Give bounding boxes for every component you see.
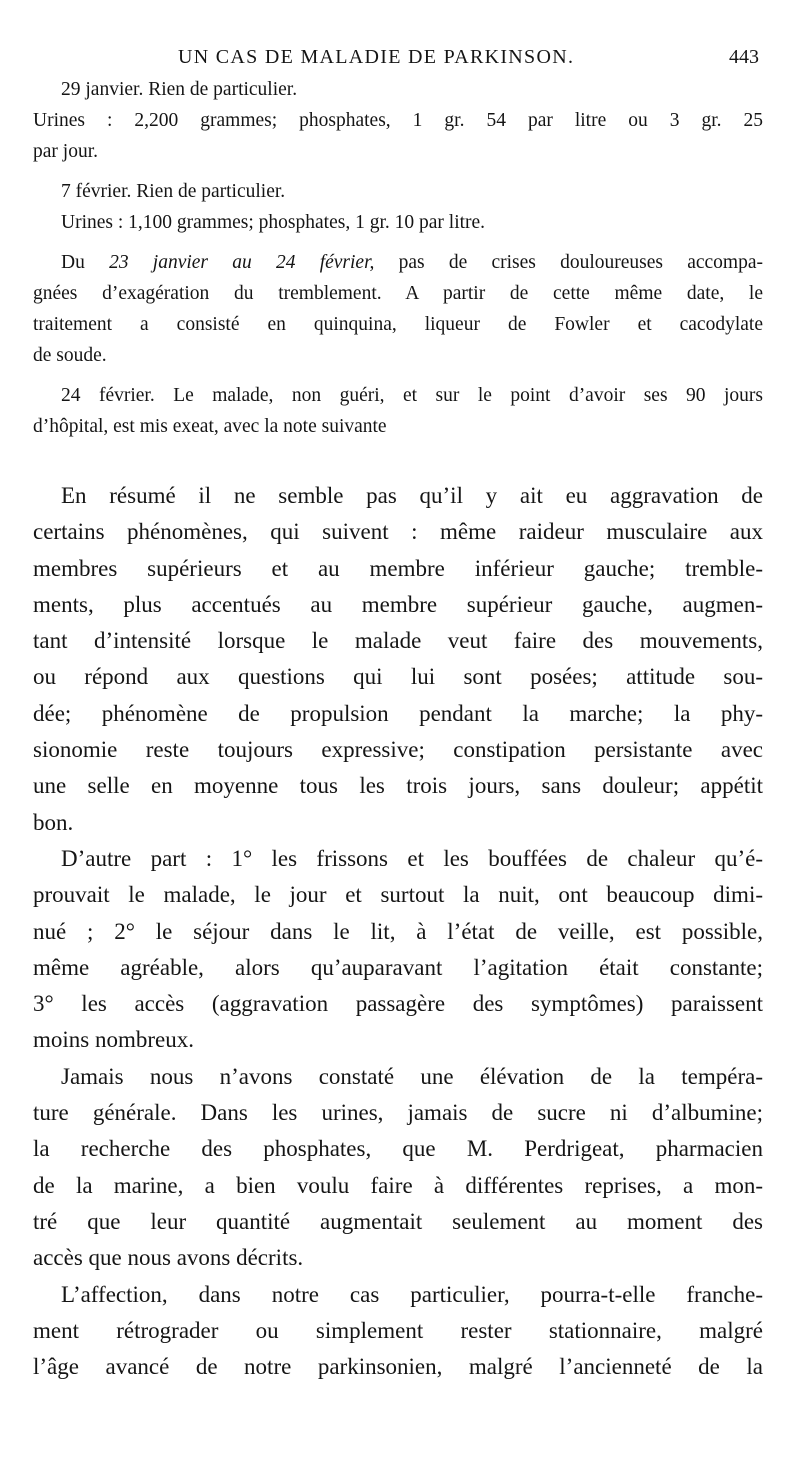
note-line: 3° les accès (aggravation passagère des symptômes) paraissent: [33, 991, 763, 1017]
note-line: sionomie reste toujours expressive; constipation persistante avec: [33, 737, 763, 763]
entry-line: Urines : 2,200 grammes; phosphates, 1 gr. 54 par litre ou 3 gr. 25: [33, 110, 763, 131]
note-line: membres supérieurs et au membre inférieur gauche; tremble-: [33, 555, 763, 581]
note-line: ment rétrograder ou simplement rester stationnaire, malgré: [33, 1317, 763, 1343]
note-line: la recherche des phosphates, que M. Perdrigeat, pharmacien: [33, 1136, 763, 1162]
entry-line: gnées d’exagération du tremblement. A partir de cette même date, le: [33, 283, 763, 304]
note-line: prouvait le malade, le jour et surtout la nuit, ont beaucoup dimi-: [33, 882, 763, 908]
note-line: de la marine, a bien voulu faire à différentes reprises, a mon-: [33, 1172, 763, 1198]
note-line: même agréable, alors qu’auparavant l’agitation était constante;: [33, 954, 763, 980]
note-line: nué ; 2° le séjour dans le lit, à l’état de veille, est possible,: [33, 918, 763, 944]
entry-line: d’hôpital, est mis exeat, avec la note suivante: [33, 416, 387, 437]
note-line: dée; phénomène de propulsion pendant la marche; la phy-: [33, 700, 763, 726]
entry-line: Urines : 1,100 grammes; phosphates, 1 gr. 10 par litre.: [61, 212, 486, 233]
note-line: En résumé il ne semble pas qu’il y ait eu aggravation de: [61, 483, 763, 508]
note-line: ments, plus accentués au membre supérieur gauche, augmen-: [33, 591, 763, 617]
entry-line: 24 février. Le malade, non guéri, et sur le point d’avoir ses 90 jours: [61, 385, 763, 406]
note-line: L’affection, dans notre cas particulier, pourra-t-elle franche-: [61, 1281, 763, 1307]
entry-line-text: Du: [61, 252, 110, 273]
discharge-note: [33, 478, 763, 1385]
running-head: [33, 38, 763, 74]
page-number: 443: [729, 46, 759, 68]
note-line: tré que leur quantité augmentait seulement au moment des: [33, 1208, 763, 1234]
note-line: ture générale. Dans les urines, jamais de sucre ni d’albumine;: [33, 1100, 763, 1126]
book-page: [33, 38, 763, 1385]
note-line: accès que nous avons décrits.: [33, 1245, 304, 1271]
note-line: moins nombreux.: [33, 1027, 194, 1053]
date-range-italic: 23 janvier au 24 février,: [109, 252, 375, 273]
note-line: Jamais nous n’avons constaté une élévation de la tempéra-: [61, 1063, 763, 1089]
entry-line-text: pas de crises douloureuses accompa-: [374, 252, 763, 273]
running-title: UN CAS DE MALADIE DE PARKINSON.: [178, 46, 575, 68]
note-line: certains phénomènes, qui suivent : même raideur musculaire aux: [33, 519, 763, 545]
entry-line: par jour.: [33, 141, 98, 162]
note-line: tant d’intensité lorsque le malade veut faire des mouvements,: [33, 628, 763, 654]
entry-line: 29 janvier. Rien de particulier.: [61, 79, 298, 100]
entry-line: 7 février. Rien de particulier.: [61, 181, 286, 202]
entry-line: de soude.: [33, 345, 107, 366]
note-line: D’autre part : 1° les frissons et les bouffées de chaleur qu’é-: [61, 845, 763, 871]
entry-line: traitement a consisté en quinquina, liqueur de Fowler et cacodylate: [33, 314, 763, 335]
journal-entries: [33, 74, 763, 442]
note-line: ou répond aux questions qui lui sont posées; attitude sou-: [33, 664, 763, 690]
note-line: une selle en moyenne tous les trois jours, sans douleur; appétit: [33, 773, 763, 799]
entry-line: [33, 247, 763, 278]
note-line: l’âge avancé de notre parkinsonien, malgré l’ancienneté de la: [33, 1354, 763, 1380]
note-line: bon.: [33, 809, 74, 835]
